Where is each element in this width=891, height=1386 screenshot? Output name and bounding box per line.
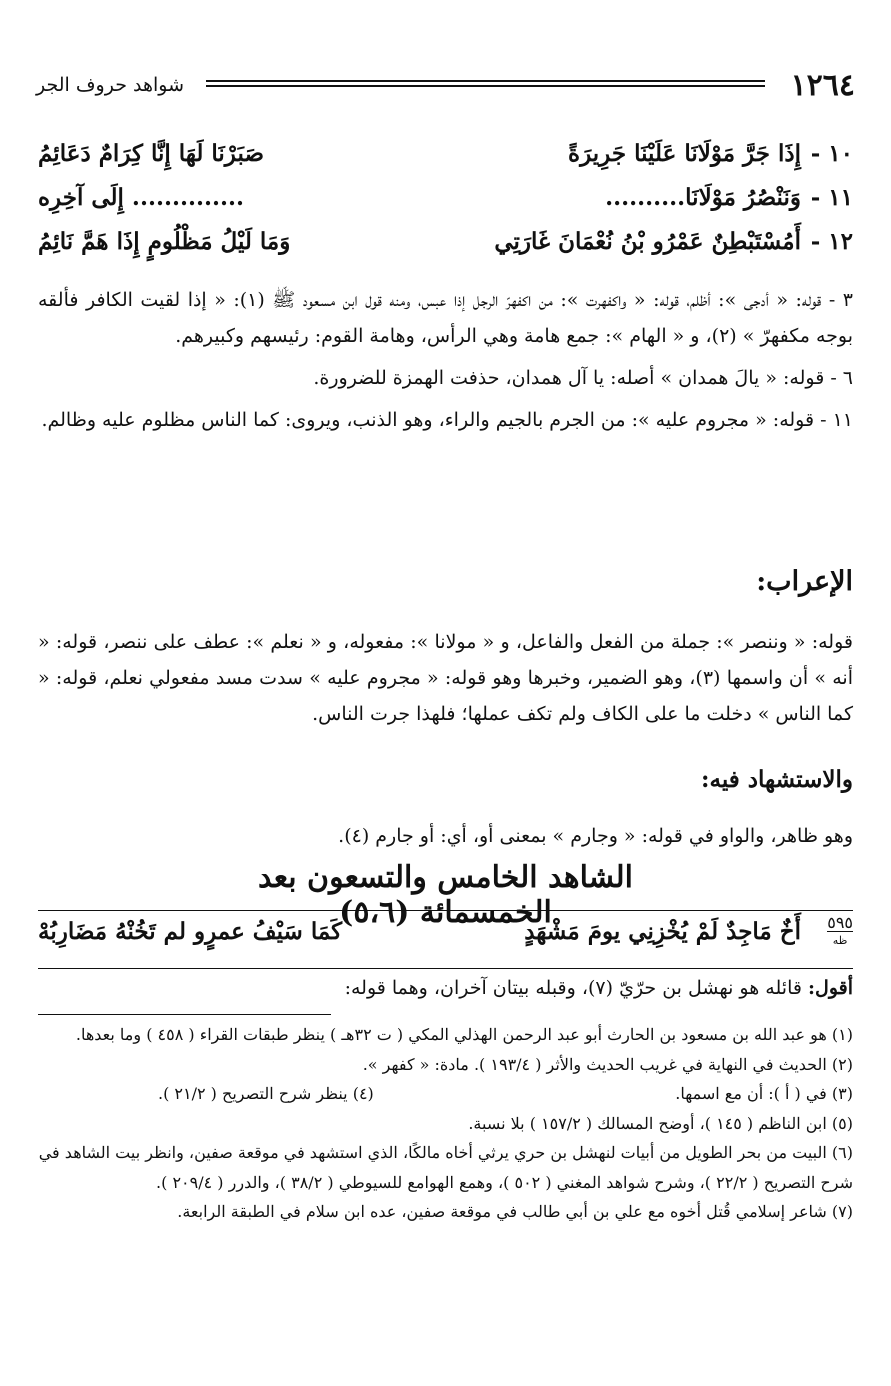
- shahid-number: [827, 914, 853, 949]
- aqul-label: أقول:: [808, 977, 853, 999]
- verse-line: [38, 228, 853, 270]
- verse-number: ١١ -: [810, 184, 853, 211]
- shahid-verse: [38, 913, 853, 966]
- shahid-number-main: ٥٩٥: [827, 913, 853, 932]
- commentary-paragraph: ٦ - قوله: « يالَ همدان » أصله: يا آل همدان، حذفت الهمزة للضرورة.: [313, 367, 853, 389]
- verse-number: ١٢ -: [810, 228, 853, 255]
- verse-first-hemistich: أَمُسْتَبْطِنٌ عَمْرُو بْنُ نُعْمَانَ غَارَتِي: [494, 228, 801, 255]
- footnote: (٧) شاعر إسلامي قُتل أخوه مع علي بن أبي طالب في موقعة صفين، عده ابن سلام في الطبقة الرابعة.: [177, 1202, 853, 1221]
- istishhad-text: وهو ظاهر، والواو في قوله: « وجارم » بمعنى أو، أي: أو جارم (٤).: [338, 825, 853, 847]
- shahid-number-sub: ظه: [827, 931, 853, 949]
- irab-text: قوله: « وننصر »: جملة من الفعل والفاعل، و « مولانا »: مفعوله، و « نعلم »: عطف على ننصر، قوله: « أنه » أن واسمها (٣)، وهو الضمير، وخبرها وهو قوله: « مجروم عليه » سدت مسد مفعولي نعلم، قوله: « كما الناس » دخلت ما على الكاف ولم تكف عملها؛ فلهذا جرت الناس.: [38, 631, 853, 725]
- header-rule: [206, 80, 765, 87]
- verse-number: ١٠ -: [810, 140, 853, 167]
- section-rule: [38, 910, 853, 911]
- commentary-paragraph: ٣ - قوله: « أدجى »: أظلم، قوله: « واكفهرت »: من اكفهرّ الرجل إذا عبس، ومنه قول ابن مسعود ﷺ (١): « إذا لقيت الكافر فألقه بوجه مكفهرّ » (٢)، و « الهام »: جمع هامة وهي الرأس، وهامة القوم: رئيسهم وكبيرهم.: [38, 289, 853, 347]
- verse-first-hemistich: وَنَنْصُرُ مَوْلَانَا..........: [605, 184, 801, 211]
- verse-second-hemistich: صَبَرْنَا لَهَا إِنَّا كِرَامٌ دَعَائِمُ: [38, 140, 264, 167]
- running-title: شواهد حروف الجر: [36, 74, 185, 96]
- footnote: (٣) في ( أ ): أن مع اسمها.: [675, 1084, 853, 1103]
- footnote: (٢) الحديث في النهاية في غريب الحديث والأثر ( ١٩٣/٤ ). مادة: « كفهر ».: [362, 1054, 853, 1074]
- footnote: (٦) البيت من بحر الطويل من أبيات لنهشل بن حري يرثي أخاه مالكًا، الذي استشهد في موقعة صفين، وانظر بيت الشاهد في شرح التصريح ( ٢٢/٢ )، وشرح شواهد المغني ( ٥٠٢ )، وهمع الهوامع للسيوطي ( ٣٨/٢ )، والدرر ( ٢٠٩/٤ ).: [38, 1143, 853, 1192]
- footnote: (٤) ينظر شرح التصريح ( ٢١/٢ ).: [158, 1084, 374, 1103]
- commentary-block: [38, 282, 853, 438]
- verse-second-hemistich: .............. إِلَى آخِرِه: [38, 184, 245, 211]
- verse-second-hemistich: وَمَا لَيْلُ مَظْلُومٍ إِذَا هَمَّ نَائِمُ: [38, 228, 291, 255]
- footnote-rule: [38, 1014, 331, 1015]
- shahid-title: الشاهد الخامس والتسعون بعد الخمسمائة (٥،٦): [258, 860, 633, 930]
- aqul-paragraph: [38, 970, 853, 1006]
- verse-line: [38, 140, 853, 182]
- irab-heading: الإعراب:: [756, 566, 853, 597]
- verse-second-hemistich: كَمَا سَيْفُ عمرٍو لم تَخُنْهُ مَضَارِبُهْ: [38, 918, 343, 945]
- verse-first-hemistich: إِذَا جَرَّ مَوْلَانَا عَلَيْنَا جَرِيرَةً: [568, 140, 801, 167]
- section-rule: [38, 968, 853, 969]
- aqul-text: قائله هو نهشل بن حرّيّ (٧)، وقبله بيتان آخران، وهما قوله:: [344, 977, 802, 999]
- page-number: ١٢٦٤: [790, 68, 855, 103]
- commentary-paragraph: ١١ - قوله: « مجروم عليه »: من الجرم بالجيم والراء، وهو الذنب، ويروى: كما الناس مظلوم عليه وظالم.: [41, 409, 853, 431]
- istishhad-heading: والاستشهاد فيه:: [701, 766, 853, 793]
- footnote: (٥) ابن الناظم ( ١٤٥ )، أوضح المسالك ( ١٥٧/٢ ) بلا نسبة.: [468, 1113, 853, 1133]
- verse-first-hemistich: أَخٌ مَاجِدٌ لَمْ يُخْزِنِي يومَ مَشْهَدٍ: [524, 918, 801, 945]
- page-header: [36, 68, 855, 108]
- footnotes: [38, 1020, 853, 1227]
- footnote: (١) هو عبد الله بن مسعود بن الحارث أبو عبد الرحمن الهذلي المكي ( ت ٣٢هـ ) ينظر طبقات القراء ( ٤٥٨ ) وما بعدها.: [75, 1025, 853, 1044]
- footnote-pair: [38, 1079, 853, 1109]
- verse-line: [38, 184, 853, 226]
